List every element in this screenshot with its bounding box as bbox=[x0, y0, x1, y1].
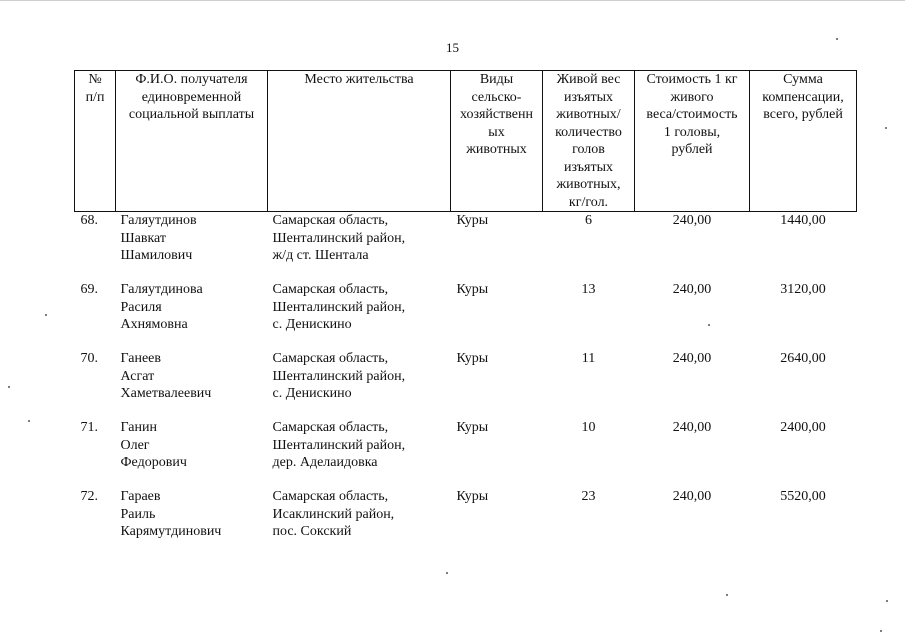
residence: Самарская область, Шенталинский район, с. Денискино bbox=[272, 282, 406, 332]
recipient-name: Ганин Олег Федорович bbox=[120, 420, 187, 470]
table-row bbox=[75, 419, 857, 488]
live-weight: 6 bbox=[585, 213, 592, 228]
total-sum: 2400,00 bbox=[780, 420, 826, 435]
row-number: 72. bbox=[80, 489, 98, 504]
scan-speck bbox=[880, 630, 882, 632]
live-weight: 10 bbox=[581, 420, 596, 435]
unit-price: 240,00 bbox=[672, 351, 712, 366]
unit-price: 240,00 bbox=[672, 282, 712, 297]
header-row bbox=[75, 71, 857, 212]
header-number: № п/п bbox=[75, 71, 116, 212]
total-sum: 2640,00 bbox=[780, 351, 826, 366]
header-residence: Место жительства bbox=[268, 71, 451, 212]
table-row bbox=[75, 350, 857, 419]
unit-price: 240,00 bbox=[672, 489, 712, 504]
table-body bbox=[75, 212, 857, 558]
total-sum: 1440,00 bbox=[780, 213, 826, 228]
recipient-name: Гараев Раиль Карямутдинович bbox=[120, 489, 222, 539]
animal-kind: Куры bbox=[456, 489, 489, 504]
recipient-name: Галяутдинова Расиля Ахнямовна bbox=[120, 282, 203, 332]
header-animal-kind: Виды сельско- хозяйственн ых животных bbox=[451, 71, 543, 212]
scan-top-edge bbox=[0, 0, 905, 1]
scan-speck bbox=[885, 127, 887, 129]
animal-kind: Куры bbox=[456, 213, 489, 228]
total-sum: 3120,00 bbox=[780, 282, 826, 297]
row-number: 69. bbox=[80, 282, 98, 297]
header-live-weight: Живой вес изъятых животных/ количество голов изъятых животных, кг/гол. bbox=[543, 71, 635, 212]
table-row bbox=[75, 212, 857, 282]
unit-price: 240,00 bbox=[672, 213, 712, 228]
page-number: 15 bbox=[446, 40, 459, 55]
table-row bbox=[75, 281, 857, 350]
recipient-name: Галяутдинов Шавкат Шамилович bbox=[120, 213, 197, 263]
header-recipient-name: Ф.И.О. получателя единовременной социальной выплаты bbox=[116, 71, 268, 212]
animal-kind: Куры bbox=[456, 420, 489, 435]
row-number: 70. bbox=[80, 351, 98, 366]
scan-speck bbox=[836, 38, 838, 40]
residence: Самарская область, Шенталинский район, с. Денискино bbox=[272, 351, 406, 401]
animal-kind: Куры bbox=[456, 282, 489, 297]
scan-speck bbox=[28, 420, 30, 422]
scan-speck bbox=[45, 314, 47, 316]
animal-kind: Куры bbox=[456, 351, 489, 366]
residence: Самарская область, Шенталинский район, дер. Аделаидовка bbox=[272, 420, 406, 470]
scan-speck bbox=[886, 600, 888, 602]
header-total-sum: Сумма компенсации, всего, рублей bbox=[750, 71, 857, 212]
recipient-name: Ганеев Асгат Хаметвалеевич bbox=[120, 351, 212, 401]
total-sum: 5520,00 bbox=[780, 489, 826, 504]
header-unit-price: Стоимость 1 кг живого веса/стоимость 1 головы, рублей bbox=[635, 71, 750, 212]
scan-speck bbox=[708, 324, 710, 326]
residence: Самарская область, Исаклинский район, пос. Сокский bbox=[272, 489, 395, 539]
scan-speck bbox=[8, 386, 10, 388]
scan-speck bbox=[446, 572, 448, 574]
residence: Самарская область, Шенталинский район, ж/д ст. Шентала bbox=[272, 213, 406, 263]
row-number: 71. bbox=[80, 420, 98, 435]
scan-speck bbox=[726, 594, 728, 596]
table-row bbox=[75, 488, 857, 557]
table-header bbox=[75, 71, 857, 212]
live-weight: 11 bbox=[581, 351, 596, 366]
row-number: 68. bbox=[80, 213, 98, 228]
unit-price: 240,00 bbox=[672, 420, 712, 435]
live-weight: 13 bbox=[581, 282, 596, 297]
compensation-table bbox=[74, 70, 857, 557]
live-weight: 23 bbox=[581, 489, 596, 504]
